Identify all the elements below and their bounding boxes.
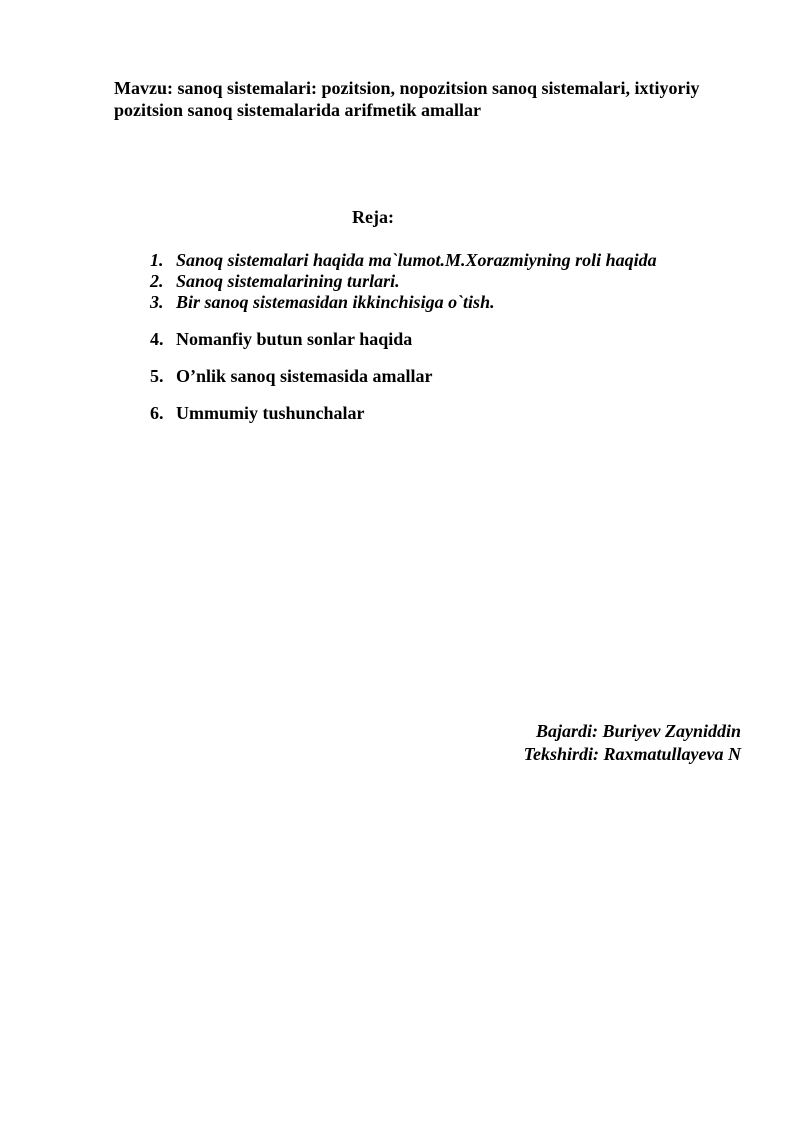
- performed-by-line: Bajardi: Buriyev Zayniddin: [535, 721, 741, 741]
- plan-item-text: Bir sanoq sistemasidan ikkinchisiga o`tish.: [176, 292, 495, 312]
- signature-block: [524, 720, 741, 766]
- plan-item-text: Sanoq sistemalari haqida ma`lumot.M.Xorazmiyning roli haqida: [176, 250, 657, 270]
- plan-item-number: 4.: [150, 329, 164, 349]
- plan-list: [150, 250, 657, 424]
- checked-by-line: Tekshirdi: Raxmatullayeva N: [523, 744, 741, 764]
- plan-item: [150, 366, 657, 387]
- plan-item-number: 5.: [150, 366, 164, 386]
- plan-item: [150, 403, 657, 424]
- plan-item-text: Sanoq sistemalarining turlari.: [176, 271, 400, 291]
- plan-item-number: 1.: [150, 250, 164, 270]
- plan-heading: Reja:: [352, 207, 394, 227]
- plan-item-text: Ummumiy tushunchalar: [176, 403, 365, 423]
- document-topic: Mavzu: sanoq sistemalari: pozitsion, nopozitsion sanoq sistemalari, ixtiyoriy pozitsion sanoq sistemalarida arifmetik amallar: [114, 78, 700, 120]
- plan-item-text: O’nlik sanoq sistemasida amallar: [176, 366, 433, 386]
- plan-item: [150, 329, 657, 350]
- plan-item-number: 3.: [150, 292, 164, 312]
- plan-item-text: Nomanfiy butun sonlar haqida: [176, 329, 413, 349]
- plan-item: [150, 292, 657, 313]
- plan-item-number: 2.: [150, 271, 164, 291]
- plan-item: [150, 271, 657, 292]
- plan-item-number: 6.: [150, 403, 164, 423]
- plan-item: [150, 250, 657, 271]
